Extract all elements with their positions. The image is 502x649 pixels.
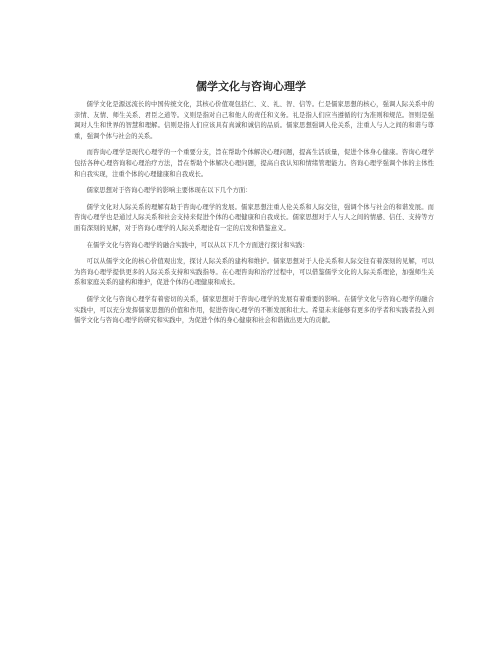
paragraph-6: 可以从儒学文化的核心价值观出发，探讨人际关系的建构和维护。儒家思想对于人伦关系和人际交往有着深刻的见解，可以为咨询心理学提供更多的人际关系支持和实践指导。在心理咨询和治疗过程中，可以借鉴儒学文化的人际关系理论，加强师生关系和家庭关系的建构和维护，促进个体的心理健康和成长。	[74, 258, 434, 287]
paragraph-2: 而咨询心理学是现代心理学的一个重要分支，旨在帮助个体解决心理问题，提高生活质量，促进个体身心健康。咨询心理学包括各种心理咨询和心理治疗方法，旨在帮助个体解决心理问题，提高自我认知和情绪管理能力。咨询心理学强调个体的主体性和自我实现，注重个体的心理健康和自我成长。	[74, 149, 434, 178]
paragraph-5: 在儒学文化与咨询心理学的融合实践中，可以从以下几个方面进行探讨和实践：	[86, 241, 309, 249]
paragraph-7: 儒学文化与咨询心理学有着密切的关系，儒家思想对于咨询心理学的发展有着重要的影响。在儒学文化与咨询心理学的融合实践中，可以充分发挥儒家思想的价值和作用，促进咨询心理学的不断发展和壮大。希望未来能够有更多的学者和实践者投入到儒学文化与咨询心理学的研究和实践中，为促进个体的身心健康和社会和谐做出更大的贡献。	[74, 295, 434, 325]
document-title: 儒学文化与咨询心理学	[196, 80, 306, 93]
document-body	[74, 100, 434, 333]
paragraph-1: 儒学文化是源远流长的中国传统文化，其核心价值观包括仁、义、礼、智、信等。仁是儒家思想的核心，强调人际关系中的亲情、友情、师生关系、君臣之道等。义则是指对自己和他人的责任和义务。礼是指人们应当遵循的行为准则和规范。智则是强调对人生和世界的智慧和理解。信则是指人们应该具有真诚和诚信的品质。儒家思想强调人伦关系，注重人与人之间的和谐与尊重，强调个体与社会的关系。	[74, 101, 434, 140]
paragraph-3: 儒家思想对于咨询心理学的影响主要体现在以下几个方面：	[86, 187, 252, 195]
paragraph-4: 儒学文化对人际关系的理解有助于咨询心理学的发展。儒家思想注重人伦关系和人际交往，强调个体与社会的和谐发展。而咨询心理学也是通过人际关系和社会支持来促进个体的心理健康和自我成长。儒家思想对于人与人之间的情感、信任、支持等方面有深刻的见解，对于咨询心理学的人际关系理论有一定的启发和借鉴意义。	[74, 203, 434, 232]
